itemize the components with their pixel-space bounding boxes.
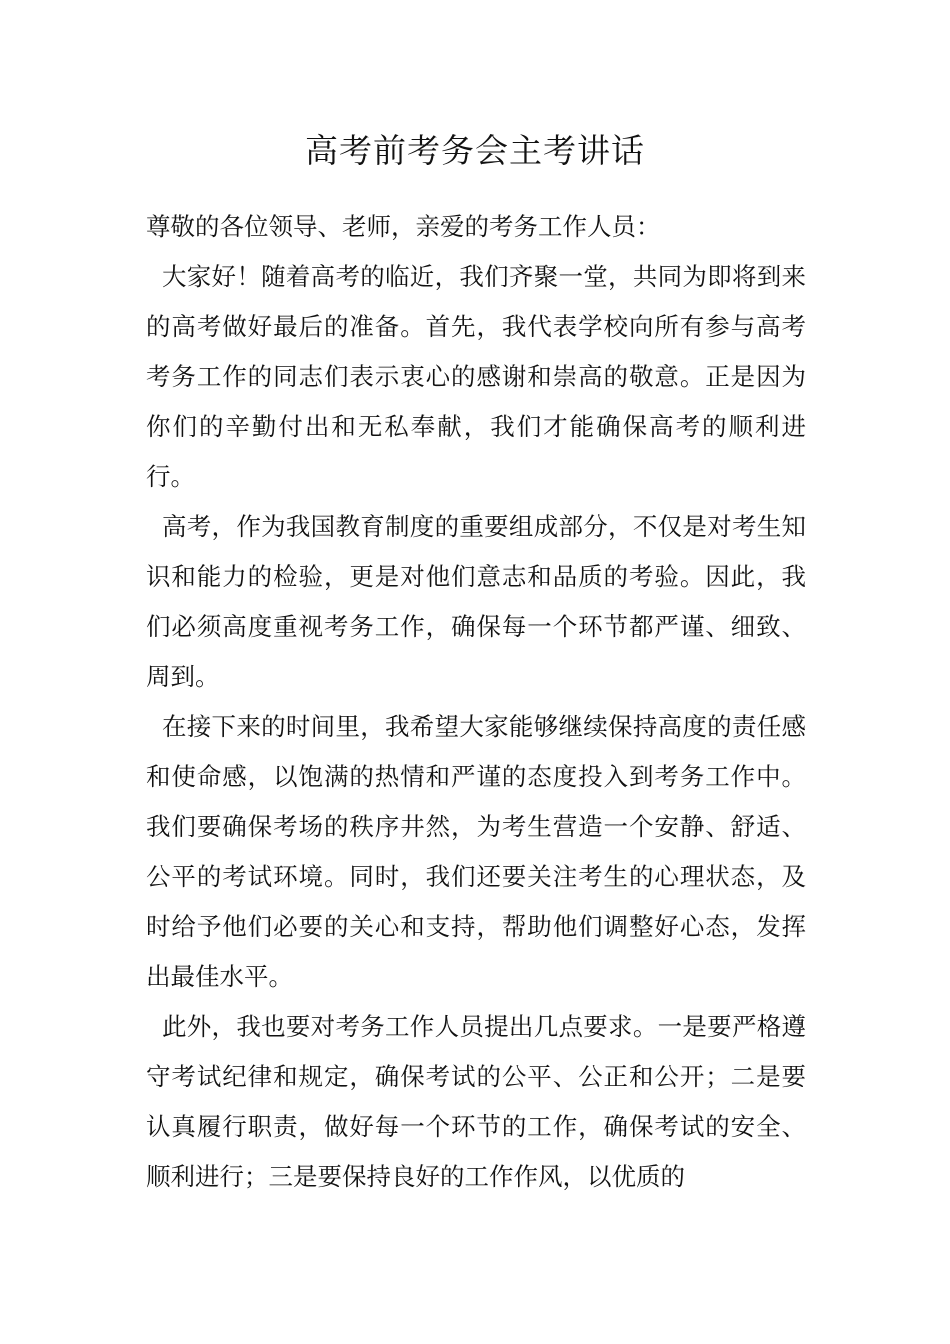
document-title: 高考前考务会主考讲话 xyxy=(305,131,645,170)
paragraph-3: 在接下来的时间里，我希望大家能够继续保持高度的责任感和使命感，以饱满的热情和严谨的态度投入到考务工作中。我们要确保考场的秩序井然，为考生营造一个安静、舒适、公平的考试环境。同时，我们还要关注考生的心理状态，及时给予他们必要的关心和支持，帮助他们调整好心态，发挥出最佳水平。 xyxy=(146,712,806,991)
paragraph-4: 此外，我也要对考务工作人员提出几点要求。一是要严格遵守考试纪律和规定，确保考试的公平、公正和公开；二是要认真履行职责，做好每一个环节的工作，确保考试的安全、顺利进行；三是要保持良好的工作作风，以优质的 xyxy=(146,1012,806,1191)
salutation: 尊敬的各位领导、老师，亲爱的考务工作人员： xyxy=(146,212,661,241)
paragraph-1: 大家好！随着高考的临近，我们齐聚一堂，共同为即将到来的高考做好最后的准备。首先，我代表学校向所有参与高考考务工作的同志们表示衷心的感谢和崇高的敬意。正是因为你们的辛勤付出和无私奉献，我们才能确保高考的顺利进行。 xyxy=(146,262,806,491)
paragraph-2: 高考，作为我国教育制度的重要组成部分，不仅是对考生知识和能力的检验，更是对他们意志和品质的考验。因此，我们必须高度重视考务工作，确保每一个环节都严谨、细致、周到。 xyxy=(146,512,806,691)
document-body xyxy=(146,202,806,1202)
